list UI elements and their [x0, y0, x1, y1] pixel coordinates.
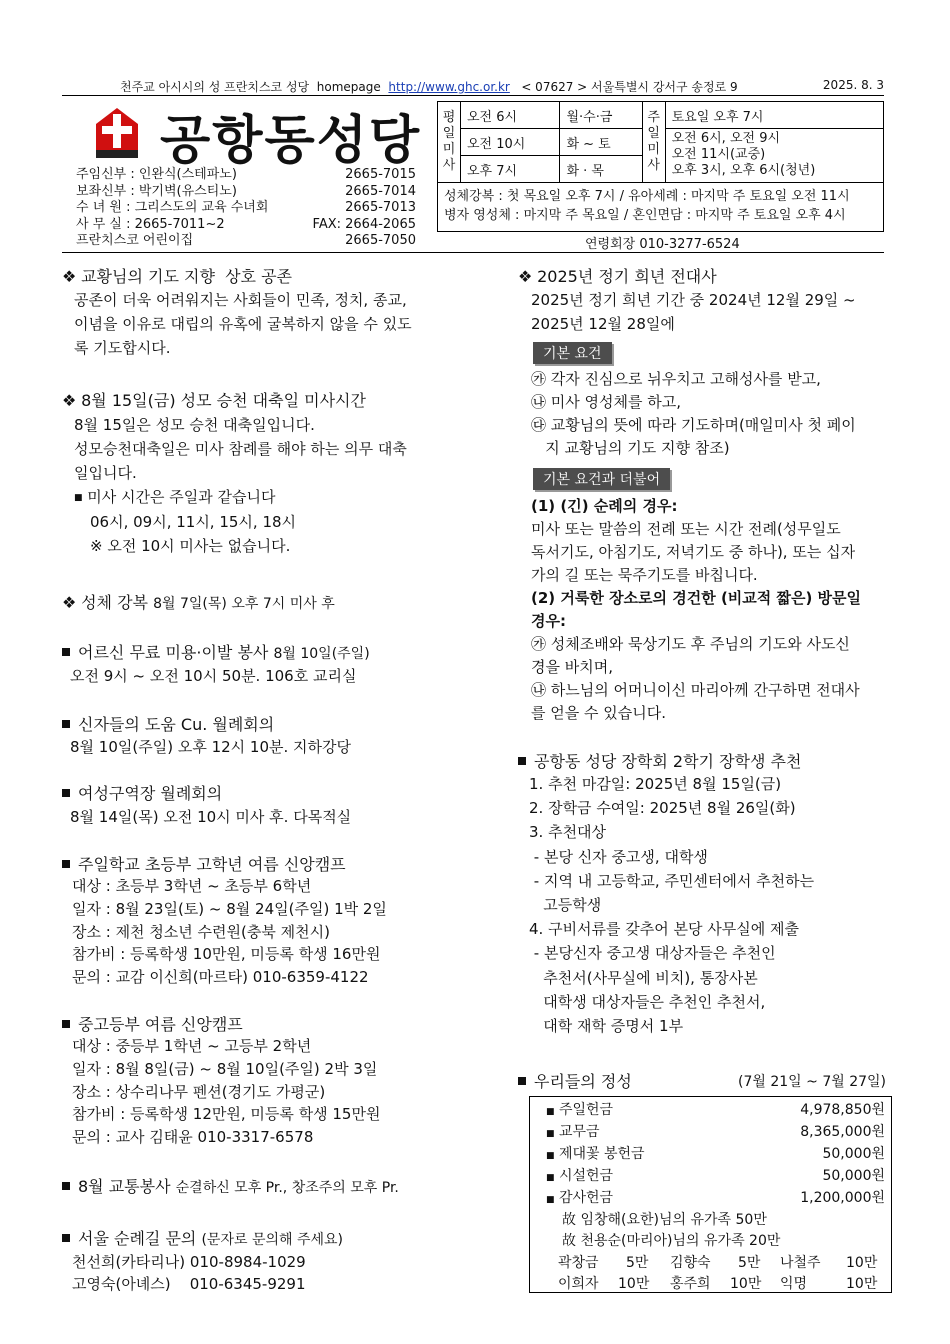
donor-amount: 10만: [846, 1276, 878, 1292]
square-bullet-icon: [62, 1234, 70, 1242]
square-bullet-icon: [62, 1020, 70, 1028]
requirements-list: ㉮ 각자 진심으로 뉘우치고 고해성사를 받고, ㉯ 미사 영성체를 하고, ㉰ 교황님의 뜻에 따라 기도하며(매일미사 첫 페이 지 교황님의 기도 지향 참조): [531, 370, 856, 457]
sunday-mass-label: 주 일 미 사: [642, 102, 665, 183]
secondary-camp-text: 대상 : 중등부 1학년 ~ 고등부 2학년 일자 : 8월 8일(금) ~ 8월 10일(주일) 2박 3일 장소 : 상수리나무 펜션(경기도 가평군) 참가비 : 등록학생 12만원, 미등록 학생 15만원 문의 : 교사 김태윤 010-3317-6578: [72, 1037, 381, 1147]
elementary-camp-heading: 주일학교 초등부 고학년 여름 신앙캠프: [62, 852, 346, 875]
jubilee-intro: 2025년 정기 희년 기간 중 2024년 12월 29일 ~ 2025년 12월 28일에: [531, 291, 856, 333]
mass-days: 월·수·금: [560, 102, 642, 129]
cu-heading: 신자들의 도움 Cu. 월례회의: [62, 712, 274, 735]
page-title: 공항동성당: [160, 111, 422, 171]
memorial-line: 故 임창해(요한)님의 유가족 50만: [562, 1212, 767, 1228]
additional-requirements-tag: 기본 요건과 더불어: [533, 468, 670, 490]
offering-amount: 8,365,000원: [800, 1124, 885, 1140]
divider: [62, 252, 884, 253]
offering-item: ■ 주일헌금: [546, 1102, 614, 1118]
org-name: 천주교 아시시의 성 프란치스코 성당: [120, 80, 310, 94]
elementary-camp-text: 대상 : 초등부 3학년 ~ 초등부 6학년 일자 : 8월 23일(토) ~ 8월 24일(주일) 1박 2일 장소 : 제천 청소년 수련원(충북 제천시) 참가비 : 등록학생 10만원, 미등록 학생 16만원 문의 : 교감 이신희(마르타) 010-6359-4122: [72, 877, 387, 987]
sunday-mass-times: 오전 6시, 오전 9시 오전 11시(교중) 오후 3시, 오후 6시(청년): [665, 129, 883, 183]
traffic-heading: 8월 교통봉사 순결하신 모후 Pr., 창조주의 모후 Pr.: [62, 1174, 399, 1197]
offering-item: ■ 교무금: [546, 1124, 600, 1140]
mass-schedule-table: [437, 101, 884, 183]
staff-row: 보좌신부 : 박기벽(유스티노) 2665-7014: [76, 183, 416, 199]
square-bullet-icon: [518, 757, 526, 765]
donor-amount: 5만: [626, 1255, 649, 1271]
staff-row: 주임신부 : 인완식(스테파노) 2665-7015: [76, 167, 416, 182]
square-bullet-icon: [518, 1077, 526, 1085]
assumption-heading: ❖ 8월 15일(금) 성모 승천 대축일 미사시간: [62, 391, 366, 410]
info-line: 성체강복 : 첫 목요일 오후 7시 / 유아세례 : 마지막 주 토요일 오전 11시: [444, 189, 850, 204]
mass-time: 오전 10시: [461, 129, 560, 156]
staff-row: 사 무 실 : 2665-7011~2 FAX: 2664-2065: [76, 216, 416, 232]
square-bullet-icon: [62, 720, 70, 728]
square-bullet-icon: [62, 789, 70, 797]
diamond-icon: ❖: [518, 267, 533, 286]
mass-days: 화 · 목: [560, 156, 642, 183]
benediction-heading: ❖ 성체 강복 8월 7일(목) 오후 7시 미사 후: [62, 593, 335, 612]
diamond-icon: ❖: [62, 267, 77, 286]
parish-logo-icon: [94, 106, 140, 158]
district-text: 8월 14일(목) 오전 10시 미사 후. 다목적실: [70, 808, 352, 826]
donor-name: 익명: [780, 1276, 808, 1292]
issue-date: 2025. 8. 3: [822, 78, 884, 92]
haircut-text: 오전 9시 ~ 오전 10시 50분. 106호 교리실: [70, 667, 357, 685]
requirements-tag: 기본 요건: [533, 342, 612, 364]
secondary-camp-heading: 중고등부 여름 신앙캠프: [62, 1012, 243, 1035]
offering-amount: 1,200,000원: [800, 1190, 885, 1206]
cu-text: 8월 10일(주일) 오후 12시 10분. 지하강당: [70, 738, 351, 756]
pilgrimage-text: 천선희(카타리나) 010-8984-1029 고영숙(아녜스) 010-6345-9291: [72, 1253, 306, 1293]
offering-amount: 50,000원: [822, 1168, 885, 1184]
staff-list: [76, 167, 416, 250]
haircut-heading: 어르신 무료 미용·이발 봉사 8월 10일(주일): [62, 640, 370, 663]
offering-item: ■ 시설헌금: [546, 1168, 614, 1184]
donor-amount: 10만: [846, 1255, 878, 1271]
donor-name: 나철주: [780, 1255, 821, 1271]
address: < 07627 > 서울특별시 강서구 송정로 9: [521, 80, 738, 94]
weekday-mass-label: 평 일 미 사: [438, 102, 461, 183]
offering-heading: 우리들의 정성 (7월 21일 ~ 7월 27일): [518, 1069, 886, 1092]
donor-name: 이희자: [558, 1276, 599, 1292]
staff-row: 프란치스코 어린이집 2665-7050: [76, 233, 416, 249]
offering-item: ■ 감사헌금: [546, 1190, 614, 1206]
scholarship-heading: 공항동 성당 장학회 2학기 장학생 추천: [518, 749, 801, 772]
mass-time: 오후 7시: [461, 156, 560, 183]
homepage-label: homepage: [316, 80, 381, 94]
mass-time: 오전 6시: [461, 102, 560, 129]
homepage-link[interactable]: http://www.ghc.or.kr: [388, 80, 510, 94]
donor-amount: 10만: [730, 1276, 762, 1292]
saturday-mass: 토요일 오후 7시: [665, 102, 883, 129]
donor-name: 곽창금: [558, 1255, 599, 1271]
offering-box: [529, 1096, 892, 1293]
prayer-heading: ❖ 교황님의 기도 지향 상호 공존: [62, 267, 293, 286]
staff-row: 수 녀 원 : 그리스도의 교육 수녀회 2665-7013: [76, 200, 416, 216]
header-info: [120, 78, 738, 95]
pilgrimage-heading: 서울 순례길 문의 (문자로 문의해 주세요): [62, 1226, 343, 1249]
contact-line: 연령회장 010-3277-6524: [585, 237, 740, 252]
divider: [62, 95, 884, 96]
donor-amount: 10만: [618, 1276, 650, 1292]
square-bullet-icon: [62, 648, 70, 656]
memorial-line: 故 천용순(마리아)님의 유가족 20만: [562, 1233, 781, 1249]
diamond-icon: ❖: [62, 391, 77, 410]
offering-amount: 50,000원: [822, 1146, 885, 1162]
square-bullet-icon: [62, 860, 70, 868]
offering-amount: 4,978,850원: [800, 1102, 885, 1118]
mass-days: 화 ~ 토: [560, 129, 642, 156]
donor-name: 홍주희: [670, 1276, 711, 1292]
square-bullet-icon: [62, 1182, 70, 1190]
diamond-icon: ❖: [62, 593, 77, 612]
donor-name: 김향숙: [670, 1255, 711, 1271]
pilgrimage-cases: (1) (긴) 순례의 경우: 미사 또는 말씀의 전례 또는 시간 전례(성무일도 독서기도, 아침기도, 저녁기도 중 하나), 또는 십자 가의 길 또는 묵주기도를 바칩니다. (2) 거룩한 장소로의 경건한 (비교적 짧은) 방문일 경우: ㉮ 성체조배와 묵상기도 후 주님의 기도와 사도신 경을 바치며, ㉯ 하느님의 어머니이신 마리아께 간구하면 전대사 를 얻을 수 있습니다.: [531, 497, 862, 722]
sacrament-info: [437, 182, 884, 232]
scholarship-text: 1. 추천 마감일: 2025년 8월 15일(금) 2. 장학금 수여일: 2025년 8월 26일(화) 3. 추천대상 - 본당 신자 중고생, 대학생 - 지역 내 고등학교, 주민센터에서 추천하는 고등학생 4. 구비서류를 갖추어 본당 사무실에 제출 - 본당신자 중고생 대상자들은 추천인 추천서(사무실에 비치), 통장사본 대학생 대상자들은 추천인 추천서, 대학 재학 증명서 1부: [529, 775, 815, 1036]
jubilee-heading: ❖ 2025년 정기 희년 전대사: [518, 267, 717, 286]
district-heading: 여성구역장 월례회의: [62, 781, 222, 804]
assumption-text: 8월 15일은 성모 승천 대축일입니다. 성모승천대축일은 미사 참례를 해야 하는 의무 대축 일입니다. ■ 미사 시간은 주일과 같습니다 06시, 09시, 11시, 15시, 18시 ※ 오전 10시 미사는 없습니다.: [74, 416, 407, 555]
prayer-text: 공존이 더욱 어려워지는 사회들이 민족, 정치, 종교, 이념을 이유로 대립의 유혹에 굴복하지 않을 수 있도 록 기도합시다.: [74, 291, 412, 357]
info-line: 병자 영성체 : 마지막 주 목요일 / 혼인면담 : 마지막 주 토요일 오후 4시: [444, 208, 846, 223]
offering-item: ■ 제대꽃 봉헌금: [546, 1146, 645, 1162]
donor-amount: 5만: [738, 1255, 761, 1271]
